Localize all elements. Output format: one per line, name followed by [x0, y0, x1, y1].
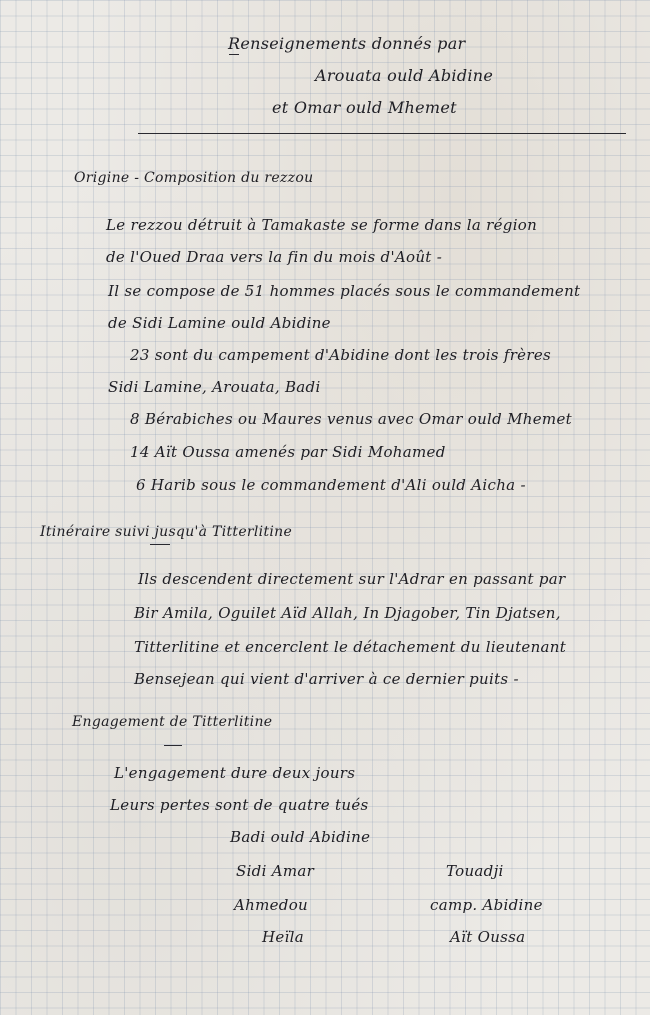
- text-line: Titterlitine et encerclent le détachement du lieutenant: [134, 638, 567, 656]
- text-line: Ils descendent directement sur l'Adrar en passant par: [138, 570, 566, 588]
- casualty-group: Touadji: [446, 862, 504, 880]
- text-line: Sidi Lamine, Arouata, Badi: [108, 378, 321, 396]
- text-line: de Sidi Lamine ould Abidine: [108, 314, 331, 332]
- text-line: 23 sont du campement d'Abidine dont les trois frères: [130, 346, 552, 364]
- text-line: Bensejean qui vient d'arriver à ce dernier puits -: [134, 670, 519, 688]
- text-line: 14 Aït Oussa amenés par Sidi Mohamed: [130, 443, 446, 461]
- text-line: Il se compose de 51 hommes placés sous le commandement: [108, 282, 581, 300]
- casualty-name: Sidi Amar: [236, 862, 315, 880]
- casualty-name: Heïla: [262, 928, 304, 946]
- informant-name-1: Arouata ould Abidine: [315, 66, 494, 85]
- informant-name-2: et Omar ould Mhemet: [272, 98, 457, 117]
- text-line: Le rezzou détruit à Tamakaste se forme dans la région: [106, 216, 538, 234]
- text-line: L'engagement dure deux jours: [114, 764, 356, 782]
- title-underline-mark: [229, 54, 239, 55]
- text-line: 6 Harib sous le commandement d'Ali ould Aicha -: [136, 476, 526, 494]
- text-line: 8 Bérabiches ou Maures venus avec Omar ould Mhemet: [130, 410, 572, 428]
- heading-underline-mark: [164, 745, 182, 746]
- section-heading-engagement: Engagement de Titterlitine: [72, 714, 273, 730]
- text-line: de l'Oued Draa vers la fin du mois d'Août -: [106, 248, 443, 266]
- section-heading-itinerary: Itinéraire suivi jusqu'à Titterlitine: [40, 524, 293, 540]
- text-line: Bir Amila, Oguilet Aïd Allah, In Djagober, Tin Djatsen,: [134, 604, 561, 622]
- casualty-name: Ahmedou: [234, 896, 308, 914]
- heading-underline-mark: [150, 544, 170, 545]
- casualty-group: camp. Abidine: [430, 896, 543, 914]
- casualty-group: Aït Oussa: [450, 928, 526, 946]
- casualty-name: Badi ould Abidine: [230, 828, 371, 846]
- title-rule: [138, 133, 626, 134]
- section-heading-origin: Origine - Composition du rezzou: [74, 170, 314, 186]
- text-line: Leurs pertes sont de quatre tués: [110, 796, 369, 814]
- document-title: Renseignements donnés par: [228, 34, 466, 53]
